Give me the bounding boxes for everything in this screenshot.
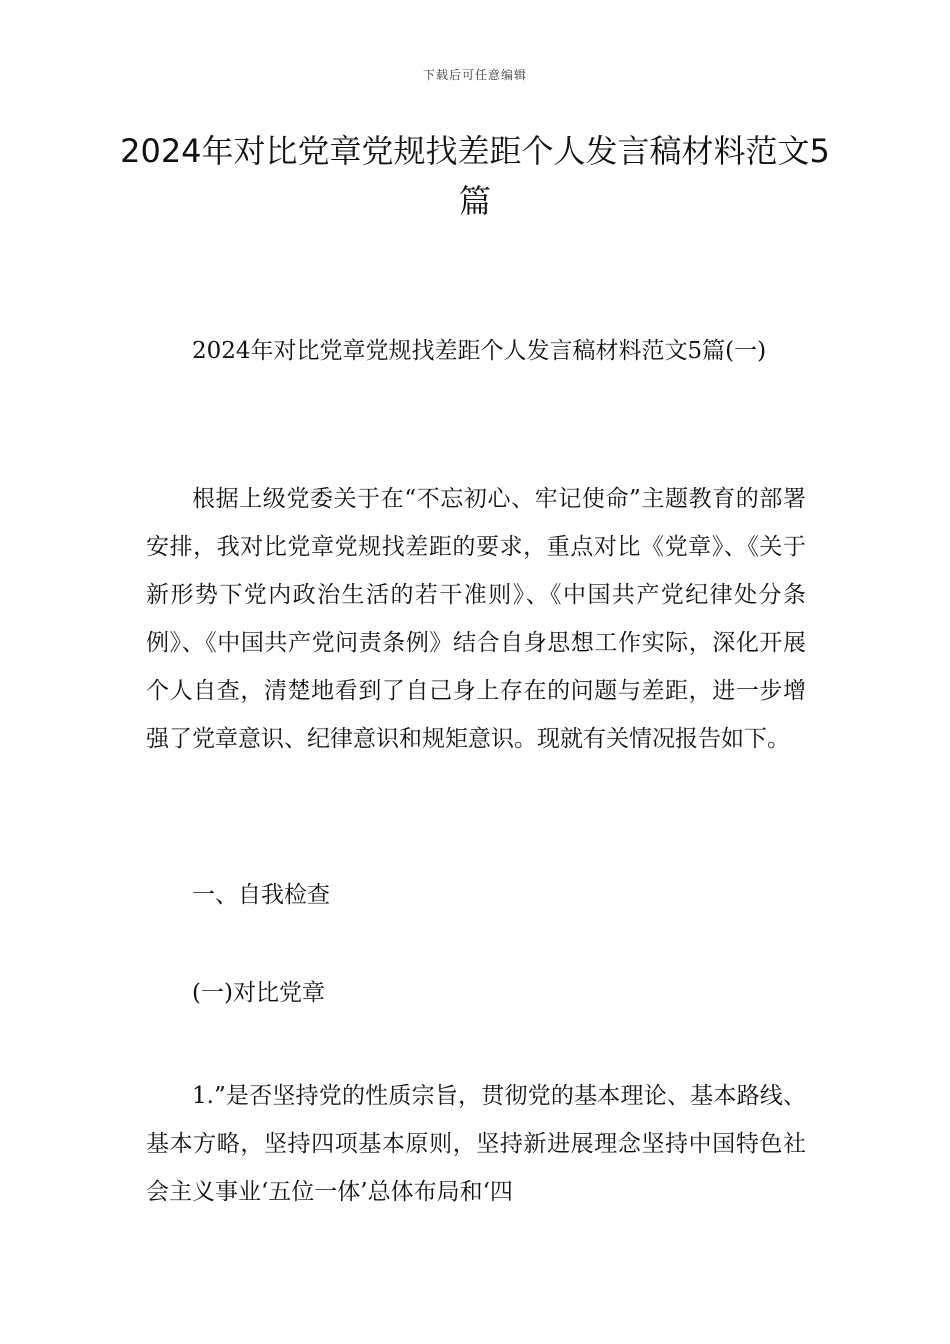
- intro-paragraph: 根据上级党委关于在“不忘初心、牢记使命”主题教育的部署安排，我对比党章党规找差距的要求，重点对比《党章》、《关于新形势下党内政治生活的若干准则》、《中国共产党纪律处分条例》、《中国共产党问责条例》结合自身思想工作实际，深化开展个人自查，清楚地看到了自己身上存在的问题与差距，进一步增强了党章意识、纪律意识和规矩意识。现就有关情况报告如下。: [146, 486, 806, 752]
- document-subtitle: 2024年对比党章党规找差距个人发言稿材料范文5篇(一): [192, 338, 767, 364]
- list-item-paragraph: 1.”是否坚持党的性质宗旨，贯彻党的基本理论、基本路线、基本方略，坚持四项基本原则，坚持新进展理念坚持中国特色社会主义事业‘五位一体’总体布局和‘四: [146, 1083, 806, 1205]
- section-heading: 一、自我检查: [192, 882, 330, 908]
- document-title: 2024年对比党章党规找差距个人发言稿材料范文5篇: [120, 132, 830, 220]
- subsection-heading: (一)对比党章: [192, 980, 325, 1006]
- header-note: 下载后可任意编辑: [422, 68, 527, 82]
